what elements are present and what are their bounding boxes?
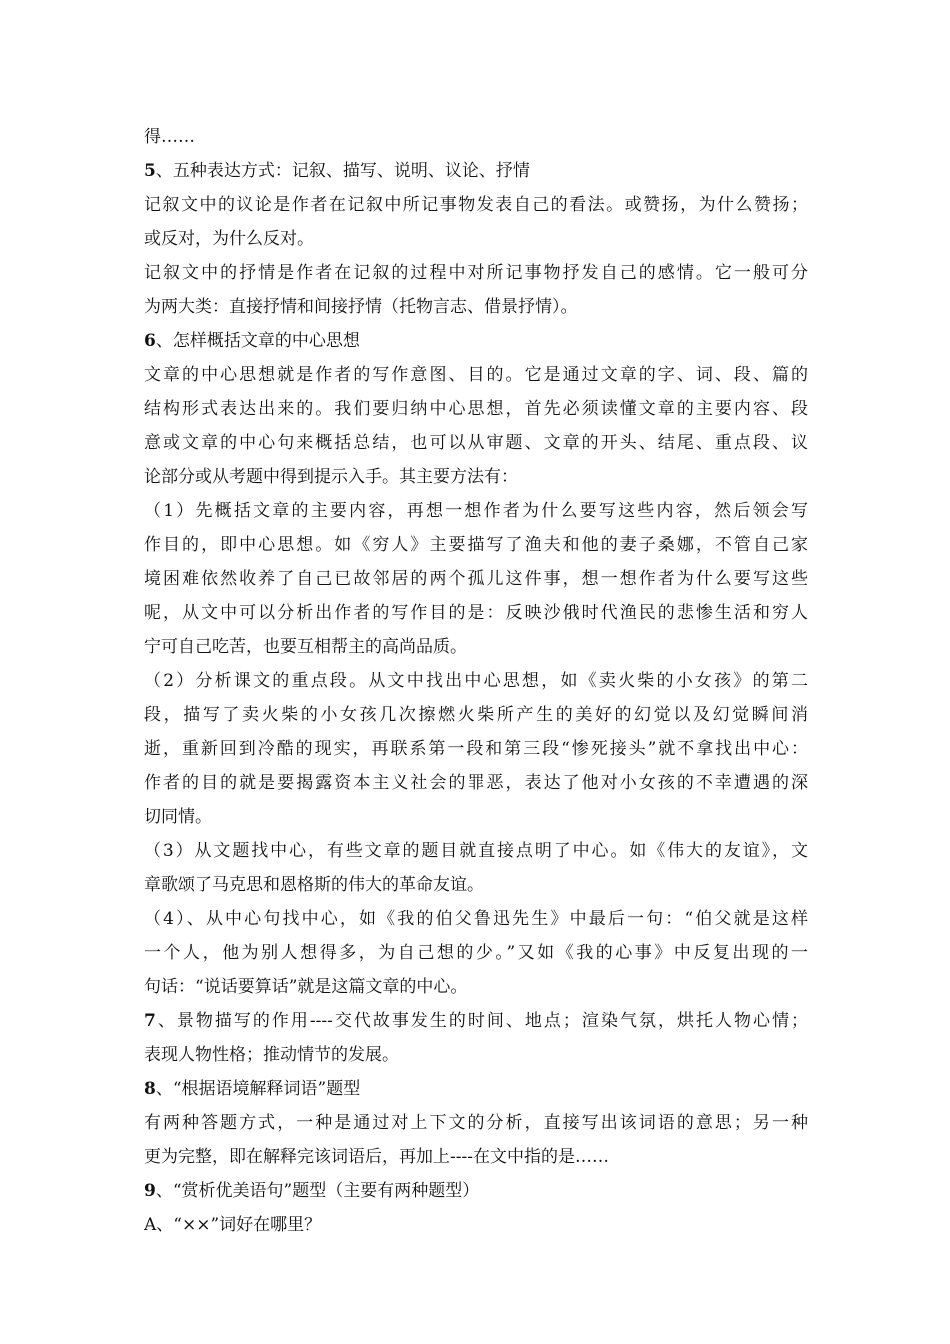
line-text: （3）从文题找中心，有些文章的题目就直接点明了中心。如《伟大的友谊》，文 — [144, 841, 808, 861]
text-line — [144, 596, 808, 630]
line-text: 逝，重新回到冷酷的现实，再联系第一段和第三段“惨死接头”就不拿找出中心： — [144, 739, 808, 759]
text-line — [144, 630, 808, 664]
text-line — [144, 426, 808, 460]
section-number: 5 — [144, 161, 156, 181]
text-line — [144, 324, 808, 358]
text-line — [144, 392, 808, 426]
line-text: 得…… — [144, 127, 195, 147]
text-line — [144, 154, 808, 188]
text-line — [144, 494, 808, 528]
section-number: 6 — [144, 331, 156, 351]
line-text: 宁可自己吃苦，也要互相帮主的高尚品质。 — [144, 637, 467, 657]
text-line — [144, 528, 808, 562]
text-line — [144, 868, 808, 902]
line-text: 切同情。 — [144, 807, 212, 827]
line-text: 境困难依然收养了自己已故邻居的两个孤儿这件事，想一想作者为什么要写这些 — [144, 569, 808, 589]
text-line — [144, 222, 808, 256]
line-text: 、“赏析优美语句”题型（主要有两种题型） — [155, 1181, 480, 1201]
line-text: 论部分或从考题中得到提示入手。其主要方法有： — [144, 467, 518, 487]
text-line — [144, 290, 808, 324]
line-text: 段，描写了卖火柴的小女孩几次擦燃火柴所产生的美好的幻觉以及幻觉瞬间消 — [144, 705, 808, 725]
line-text: 呢，从文中可以分析出作者的写作目的是：反映沙俄时代渔民的悲惨生活和穷人 — [144, 603, 808, 623]
line-text: 为两大类：直接抒情和间接抒情（托物言志、借景抒情）。 — [144, 297, 578, 317]
text-line — [144, 460, 808, 494]
line-text: 章歌颂了马克思和恩格斯的伟大的革命友谊。 — [144, 875, 484, 895]
text-line — [144, 1106, 808, 1140]
text-line — [144, 1208, 808, 1242]
text-line — [144, 698, 808, 732]
line-text: A、“××”词好在哪里？ — [144, 1215, 322, 1235]
line-text: （4）、从中心句找中心，如《我的伯父鲁迅先生》中最后一句：“伯父就是这样 — [144, 909, 808, 929]
line-text: 、五种表达方式：记叙、描写、说明、议论、抒情 — [155, 161, 530, 181]
text-line — [144, 766, 808, 800]
line-text: 表现人物性格；推动情节的发展。 — [144, 1045, 399, 1065]
line-text: 意或文章的中心句来概括总结，也可以从审题、文章的开头、结尾、重点段、议 — [144, 433, 808, 453]
line-text: 结构形式表达出来的。我们要归纳中心思想，首先必须读懂文章的主要内容、段 — [144, 399, 808, 419]
line-text: 、“根据语境解释词语”题型 — [155, 1079, 361, 1099]
line-text: 、怎样概括文章的中心思想 — [155, 331, 360, 351]
line-text: 文章的中心思想就是作者的写作意图、目的。它是通过文章的字、词、段、篇的 — [144, 365, 808, 385]
line-text: 作者的目的就是要揭露资本主义社会的罪恶，表达了他对小女孩的不幸遭遇的深 — [144, 773, 808, 793]
line-text: 句话：“说话要算话”就是这篇文章的中心。 — [144, 977, 468, 997]
text-line — [144, 1140, 808, 1174]
text-line — [144, 902, 808, 936]
line-text: 记叙文中的议论是作者在记叙中所记事物发表自己的看法。或赞扬，为什么赞扬； — [144, 195, 808, 215]
line-text: （1）先概括文章的主要内容，再想一想作者为什么要写这些内容，然后领会写 — [144, 501, 808, 521]
line-text: 或反对，为什么反对。 — [144, 229, 314, 249]
section-number: 9 — [144, 1181, 156, 1201]
text-line — [144, 1174, 808, 1208]
text-line — [144, 800, 808, 834]
text-line — [144, 1038, 808, 1072]
text-line — [144, 936, 808, 970]
text-line — [144, 358, 808, 392]
line-text: 有两种答题方式，一种是通过对上下文的分析，直接写出该词语的意思；另一种 — [144, 1113, 808, 1133]
text-line — [144, 256, 808, 290]
document-page — [144, 120, 808, 1242]
line-text: 更为完整，即在解释完该词语后，再加上----在文中指的是…… — [144, 1147, 609, 1167]
line-text: 一个人，他为别人想得多，为自己想的少。”又如《我的心事》中反复出现的一 — [144, 943, 808, 963]
text-line — [144, 970, 808, 1004]
section-number: 8 — [144, 1079, 156, 1099]
line-text: 、景物描写的作用----交代故事发生的时间、地点；渲染气氛，烘托人物心情； — [155, 1011, 808, 1031]
text-line — [144, 732, 808, 766]
text-line — [144, 120, 808, 154]
text-line — [144, 1004, 808, 1038]
text-line — [144, 188, 808, 222]
text-line — [144, 562, 808, 596]
text-line — [144, 1072, 808, 1106]
line-text: （2）分析课文的重点段。从文中找出中心思想，如《卖火柴的小女孩》的第二 — [144, 671, 808, 691]
line-text: 作目的，即中心思想。如《穷人》主要描写了渔夫和他的妻子桑娜，不管自己家 — [144, 535, 808, 555]
line-text: 记叙文中的抒情是作者在记叙的过程中对所记事物抒发自己的感情。它一般可分 — [144, 263, 808, 283]
text-line — [144, 664, 808, 698]
text-line — [144, 834, 808, 868]
section-number: 7 — [144, 1011, 156, 1031]
